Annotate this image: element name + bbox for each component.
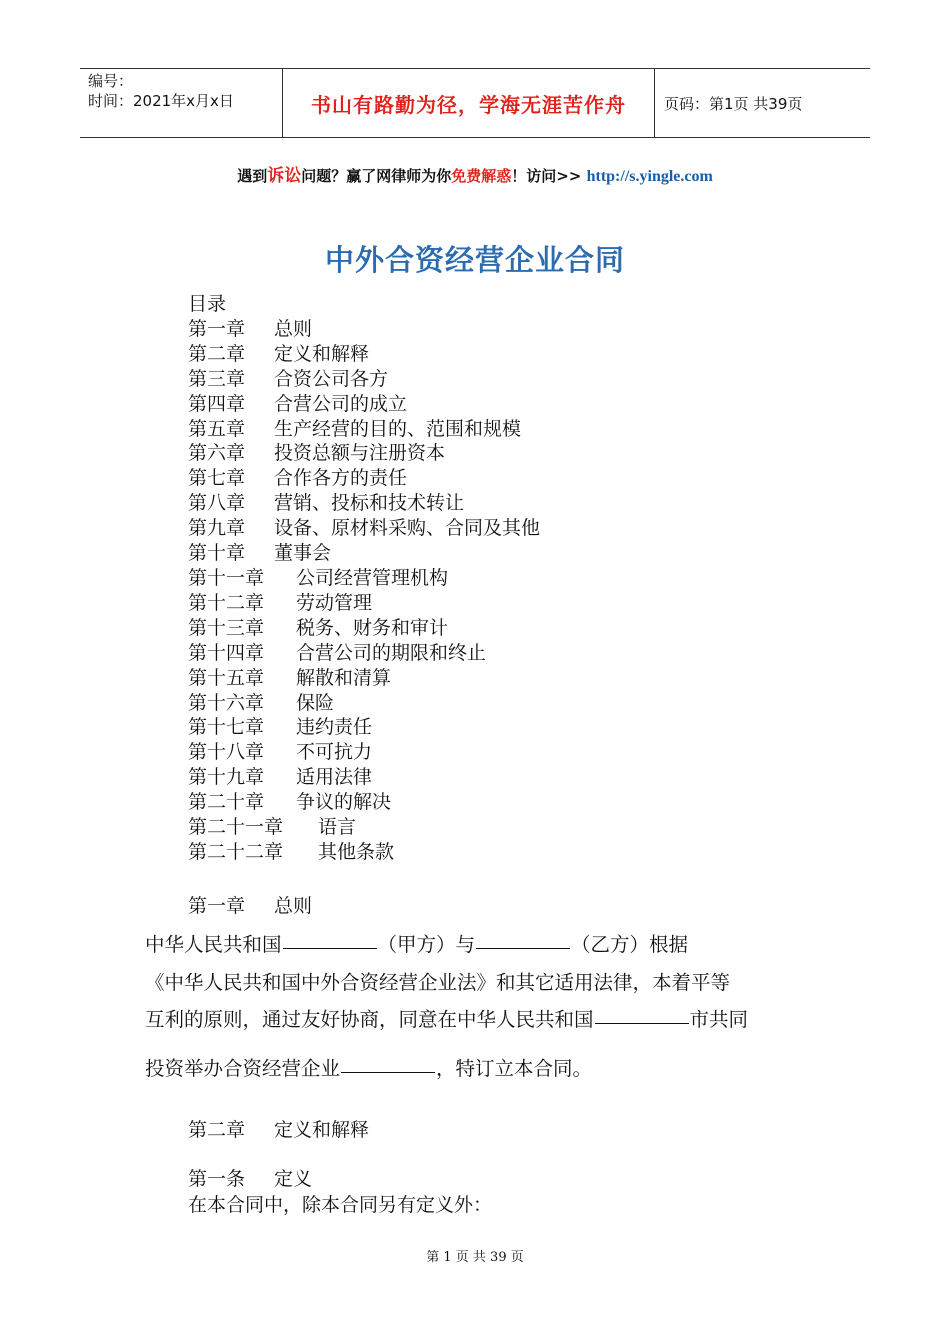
fill-blank	[476, 947, 570, 949]
toc-item	[188, 317, 540, 342]
promo-link[interactable]: http://s.yingle.com	[586, 168, 713, 185]
page-footer: 第 1 页 共 39 页	[426, 1250, 524, 1265]
toc-heading: 目录	[188, 293, 227, 315]
toc-item	[188, 466, 540, 491]
toc-item-number: 第二十二章	[188, 840, 284, 863]
toc-item-name: 生产经营的目的、范围和规模	[274, 417, 522, 440]
toc-item-name: 税务、财务和审计	[296, 616, 449, 639]
paragraph-text: 互利的原则，通过友好协商，同意在中华人民共和国	[145, 1008, 594, 1031]
paragraph-text: （乙方）根据	[571, 933, 689, 956]
toc-item-name: 投资总额与注册资本	[274, 442, 446, 465]
toc-item	[188, 616, 540, 641]
toc-item	[188, 516, 540, 541]
toc-item-name: 争议的解决	[296, 791, 392, 814]
toc-item-number: 第四章	[188, 392, 246, 415]
article-name: 定义	[274, 1168, 313, 1190]
toc-item-number: 第十四章	[188, 641, 265, 664]
toc-item	[188, 441, 540, 466]
toc-item-name: 合作各方的责任	[274, 467, 408, 490]
toc-item-number: 第五章	[188, 417, 246, 440]
toc-item	[188, 541, 540, 566]
toc-item-name: 合资公司各方	[274, 367, 389, 390]
paragraph-text: ，特订立本合同。	[436, 1057, 593, 1080]
toc-item-number: 第七章	[188, 467, 246, 490]
header-meta	[88, 71, 283, 111]
chapter-heading	[188, 1115, 369, 1142]
toc-item-number: 第一章	[188, 317, 246, 340]
paragraph-line	[145, 1053, 810, 1081]
fill-blank	[341, 1071, 435, 1073]
promo-text: ！访问>>	[511, 167, 587, 185]
page-header	[80, 68, 870, 138]
toc-item-number: 第十九章	[188, 766, 265, 789]
toc-item-name: 合营公司的成立	[274, 392, 408, 415]
chapter-name: 总则	[274, 895, 313, 917]
toc-item	[188, 815, 540, 840]
promo-banner	[0, 161, 950, 186]
toc-item	[188, 765, 540, 790]
toc-item	[188, 491, 540, 516]
promo-text: 遇到	[237, 167, 268, 185]
toc-item-number: 第八章	[188, 492, 246, 515]
chapter-heading	[188, 891, 312, 918]
chapter-number: 第二章	[188, 1119, 246, 1141]
toc-item	[188, 342, 540, 367]
toc-item-number: 第十一章	[188, 566, 265, 589]
toc-item	[188, 666, 540, 691]
toc-item-name: 解散和清算	[296, 666, 392, 689]
article-heading	[188, 1164, 312, 1191]
toc-item-name: 适用法律	[296, 766, 373, 789]
toc-item-name: 违约责任	[296, 716, 373, 739]
toc-item-name: 公司经营管理机构	[296, 566, 449, 589]
header-motto: 书山有路勤为径，学海无涯苦作舟	[311, 92, 626, 117]
toc-item	[188, 691, 540, 716]
fill-blank	[283, 947, 377, 949]
toc-item-number: 第十六章	[188, 691, 265, 714]
toc-item-name: 合营公司的期限和终止	[296, 641, 487, 664]
toc-item-name: 营销、投标和技术转让	[274, 492, 465, 515]
toc-item	[188, 715, 540, 740]
toc-item	[188, 591, 540, 616]
article-text: 在本合同中，除本合同另有定义外：	[188, 1194, 493, 1216]
toc-item	[188, 417, 540, 442]
paragraph-text: （甲方）与	[377, 933, 476, 956]
chapter-number: 第一章	[188, 895, 246, 917]
toc-item-name: 不可抗力	[296, 741, 373, 764]
doc-number-label: 编号：	[88, 72, 134, 90]
paragraph-text: 市共同	[689, 1008, 749, 1031]
fill-blank	[595, 1022, 689, 1024]
toc-item-name: 董事会	[274, 542, 332, 565]
paragraph-line: 《中华人民共和国中外合资经营企业法》和其它适用法律，本着平等	[145, 971, 731, 994]
toc-item	[188, 392, 540, 417]
toc-item-name: 保险	[296, 691, 335, 714]
toc-item	[188, 740, 540, 765]
toc-item-number: 第二十一章	[188, 816, 284, 839]
toc-item-number: 第十八章	[188, 741, 265, 764]
chapter-name: 定义和解释	[274, 1119, 370, 1141]
toc-item-number: 第十七章	[188, 716, 265, 739]
toc-item-name: 总则	[274, 317, 313, 340]
toc-item-number: 第十五章	[188, 666, 265, 689]
toc-item-number: 第十二章	[188, 591, 265, 614]
toc-item	[188, 566, 540, 591]
table-of-contents	[188, 292, 540, 865]
promo-text: 问题？赢了网律师为你	[301, 167, 452, 185]
promo-highlight: 诉讼	[267, 166, 302, 186]
toc-item-number: 第二章	[188, 342, 246, 365]
article-number: 第一条	[188, 1168, 246, 1190]
toc-item	[188, 840, 540, 865]
toc-item-name: 劳动管理	[296, 591, 373, 614]
toc-item	[188, 790, 540, 815]
doc-time-label: 时间：2021年x月x日	[88, 92, 234, 110]
toc-item-number: 第二十章	[188, 791, 265, 814]
paragraph-text: 投资举办合资经营企业	[145, 1057, 341, 1080]
toc-item	[188, 641, 540, 666]
toc-item-number: 第六章	[188, 442, 246, 465]
paragraph-line	[145, 929, 810, 957]
toc-item-name: 定义和解释	[274, 342, 370, 365]
header-page-info: 页码：第1页 共39页	[664, 94, 803, 113]
toc-list	[188, 317, 540, 865]
header-divider	[654, 69, 655, 137]
document-title: 中外合资经营企业合同	[324, 243, 625, 277]
toc-item-name: 语言	[318, 816, 357, 839]
toc-item-number: 第九章	[188, 517, 246, 540]
paragraph-text: 中华人民共和国	[145, 933, 282, 956]
toc-item-name: 设备、原材料采购、合同及其他	[274, 517, 541, 540]
toc-item-name: 其他条款	[318, 840, 395, 863]
promo-highlight: 免费解惑	[451, 167, 512, 185]
toc-item-number: 第十章	[188, 542, 246, 565]
toc-item-number: 第十三章	[188, 616, 265, 639]
paragraph-line	[145, 1004, 810, 1032]
toc-item	[188, 367, 540, 392]
toc-item-number: 第三章	[188, 367, 246, 390]
